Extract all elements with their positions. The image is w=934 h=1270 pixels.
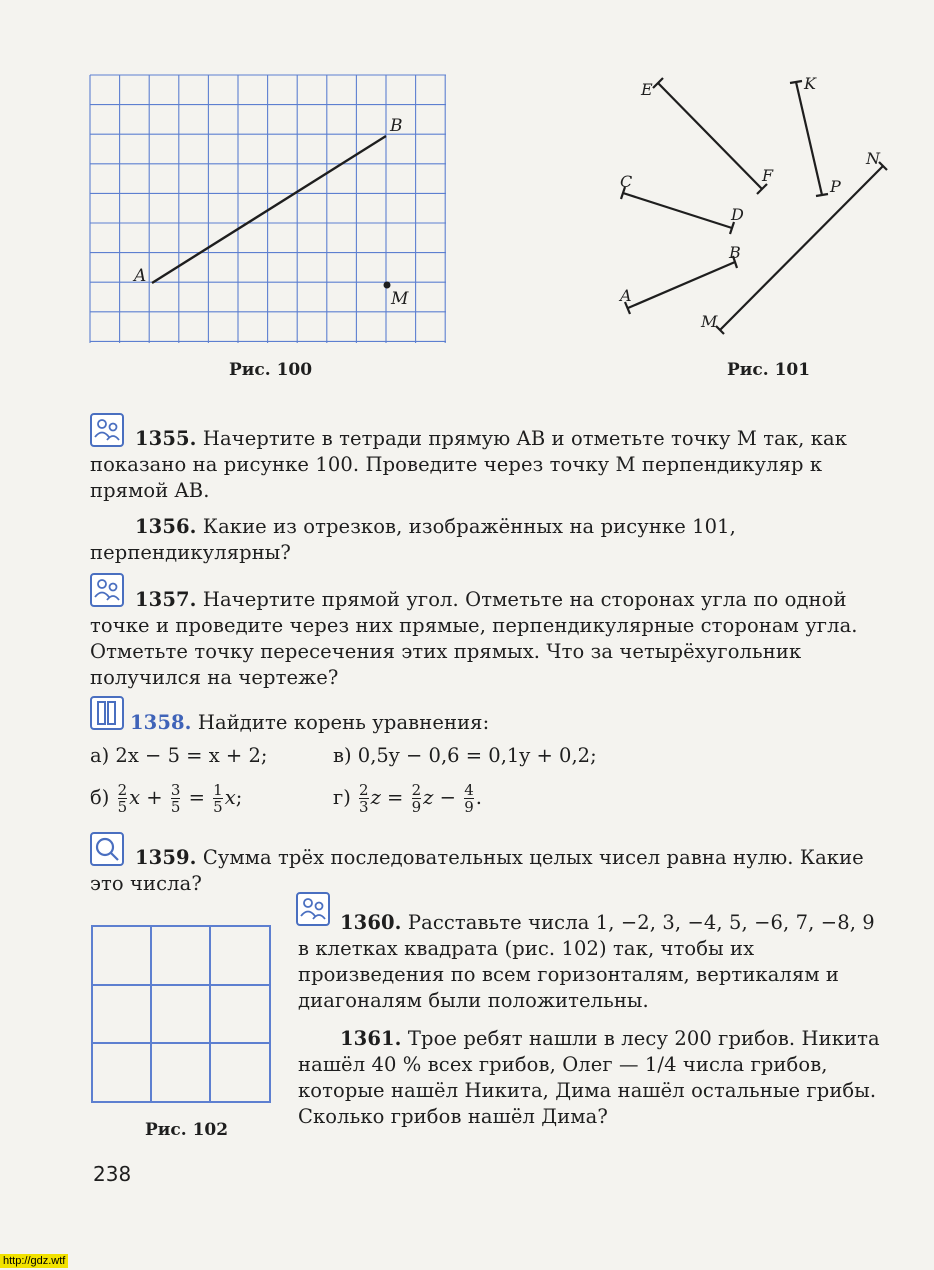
task-1356	[90, 514, 890, 566]
fig101-caption: Рис. 101	[727, 360, 811, 380]
segment-cd	[623, 193, 732, 228]
label-c: C	[620, 172, 633, 191]
task-1359-number: 1359.	[135, 846, 197, 869]
label-f: F	[762, 166, 774, 185]
task-1361-text: Трое ребят нашли в лесу 200 грибов. Никита нашёл 40 % всех грибов, Олег — 1/4 числа грибов, которые нашёл Никита, Дима нашёл остальные грибы. Сколько грибов нашёл Дима?	[298, 1027, 880, 1128]
figure-100	[88, 73, 450, 348]
label-b: B	[390, 116, 403, 136]
label-d: D	[731, 205, 744, 224]
page-number: 238	[93, 1162, 132, 1186]
label-n: N	[866, 149, 880, 168]
task-1358-text: Найдите корень уравнения:	[197, 711, 490, 734]
figure-101	[600, 65, 920, 350]
segment-mn	[720, 166, 883, 330]
footer-link[interactable]: http://gdz.wtf	[0, 1254, 68, 1268]
label-e: E	[641, 80, 653, 99]
task-1360-number: 1360.	[340, 911, 402, 934]
task-1359	[90, 845, 890, 897]
equation-g: г) $\frac{2}{3}$ z = $\frac{2}{9}$ z − $\frac{4}{9}$ .	[333, 781, 482, 816]
task-1361-number: 1361.	[340, 1027, 402, 1050]
task-1355	[90, 426, 890, 504]
task-1357	[90, 587, 890, 691]
label-b2: B	[729, 243, 741, 262]
task-1357-number: 1357.	[135, 588, 197, 611]
task-1355-number: 1355.	[135, 427, 197, 450]
equation-b: б) $\frac{2}{5}$ x + $\frac{3}{5}$ = $\frac{1}{5}$ x;	[90, 781, 243, 816]
task-1357-text: Начертите прямой угол. Отметьте на сторонах угла по одной точке и проведите через них прямые, перпендикулярные сторонам угла. Отметьте точку пересечения этих прямых. Что за четырёхугольник получился на чертеже?	[90, 588, 858, 689]
segment-ef	[658, 83, 762, 189]
task-1355-text: Начертите в тетради прямую AB и отметьте точку M так, как показано на рисунке 100. Проведите через точку M перпендикуляр к прямой AB.	[90, 427, 848, 502]
label-k: K	[804, 74, 816, 93]
figure-102	[90, 924, 272, 1106]
task-1360	[298, 910, 890, 1014]
task-1359-text: Сумма трёх последовательных целых чисел равна нулю. Какие это числа?	[90, 846, 864, 895]
task-1361	[298, 1026, 890, 1130]
label-m2: M	[701, 312, 718, 331]
label-a2: A	[620, 286, 632, 305]
task-1360-text: Расставьте числа 1, −2, 3, −4, 5, −6, 7, −8, 9 в клетках квадрата (рис. 102) так, чтобы их произведения по всем горизонталям, вертикалям и диагоналям были положительны.	[298, 911, 875, 1012]
point-m	[384, 282, 391, 289]
segment-ab	[628, 262, 735, 308]
label-m: M	[391, 289, 409, 309]
segment-kp	[796, 82, 822, 195]
task-1356-text: Какие из отрезков, изображённых на рисунке 101, перпендикулярны?	[90, 515, 736, 564]
task-1356-number: 1356.	[135, 515, 197, 538]
task-1358	[90, 710, 890, 736]
equation-v: в) 0,5y − 0,6 = 0,1y + 0,2;	[333, 744, 597, 767]
fig102-caption: Рис. 102	[145, 1120, 229, 1140]
equation-a: а) 2x − 5 = x + 2;	[90, 744, 268, 767]
label-p: P	[830, 177, 841, 196]
label-a: A	[134, 266, 147, 286]
task-1358-number: 1358.	[130, 711, 192, 734]
line-ab	[152, 136, 386, 283]
fig100-caption: Рис. 100	[229, 360, 313, 380]
